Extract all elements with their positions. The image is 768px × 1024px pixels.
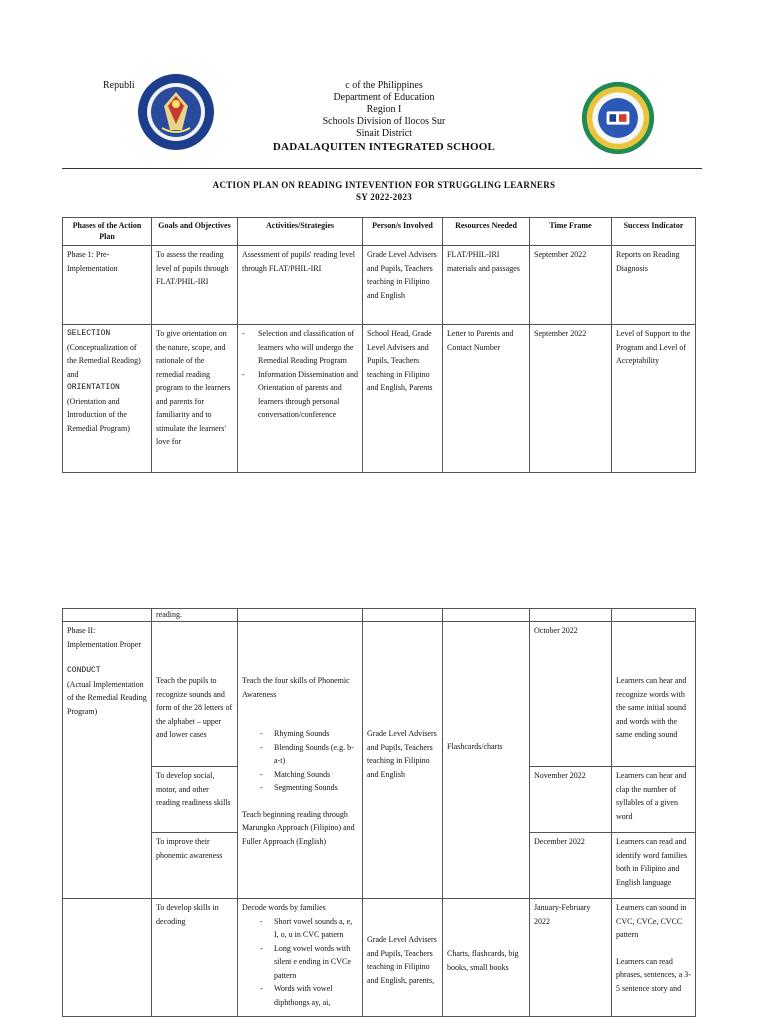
cell-goals: To assess the reading level of pupils through FLAT/PHIL-IRI: [152, 246, 238, 325]
col-persons: Person/s Involved: [363, 218, 443, 246]
header-school-name: DADALAQUITEN INTEGRATED SCHOOL: [272, 141, 496, 153]
phase-orientation: ORIENTATION: [67, 383, 120, 392]
cell-success: [612, 899, 696, 1017]
col-time-frame: Time Frame: [530, 218, 612, 246]
cell-time: October 2022: [530, 622, 612, 767]
success-read: Learners can read phrases, sentences, a 3-5 sentence story and: [616, 956, 691, 993]
list-item: - Rhyming Sounds: [260, 727, 358, 741]
list-item: - Blending Sounds (e.g. b-a-t): [260, 741, 358, 768]
cell-goals: Teach the pupils to recognize sounds and form of the 28 letters of the alphabet – upper and lower cases: [152, 622, 238, 767]
header-region: Region I: [366, 104, 402, 115]
cell-time: December 2022: [530, 833, 612, 899]
cell-time: November 2022: [530, 767, 612, 833]
cell-resources: Letter to Parents and Contact Number: [443, 325, 530, 473]
table-header-row: [63, 218, 696, 246]
cell-resources: FLAT/PHIL-IRI materials and passages: [443, 246, 530, 325]
cell-success: Level of Support to the Program and Level of Acceptability: [612, 325, 696, 473]
cell-persons: Grade Level Advisers and Pupils, Teachers teaching in Filipino and English: [363, 246, 443, 325]
action-plan-table-part2: [62, 608, 696, 1017]
decode-list: [242, 915, 358, 1010]
cell-persons: Grade Level Advisers and Pupils, Teachers teaching in Filipino and English: [363, 622, 443, 899]
cell-success: Learners can hear and clap the number of syllables of a given word: [612, 767, 696, 833]
phase-two-title: Phase II: Implementation Proper: [67, 626, 141, 649]
col-goals: Goals and Objectives: [152, 218, 238, 246]
cell-activities: [238, 899, 363, 1017]
header-department: Department of Education: [333, 92, 435, 103]
cell-success: Learners can hear and recognize words with the same initial sound and words with the same ending sound: [612, 622, 696, 767]
cell-goals-continued: reading.: [152, 609, 238, 622]
cell-time: September 2022: [530, 325, 612, 473]
table-row: [63, 609, 696, 622]
cell-phase: [63, 622, 152, 899]
list-item: - Segmenting Sounds: [260, 781, 358, 795]
table-row: [63, 899, 696, 1017]
phase-selection-desc: (Conceptualization of the Remedial Reading) and: [67, 342, 141, 379]
cell-goals: To develop skills in decoding: [152, 899, 238, 1017]
cell-activities: [238, 622, 363, 899]
header-divider: [62, 168, 702, 169]
phase-selection: SELECTION: [67, 329, 111, 338]
cell-persons: Grade Level Advisers and Pupils, Teachers teaching in Filipino and English, parents,: [363, 899, 443, 1017]
activity-decode-intro: Decode words by families: [242, 903, 326, 912]
phase-conduct-desc: (Actual Implementation of the Remedial Reading Program): [67, 679, 147, 716]
list-item: - Information Dissemination and Orientation of parents and learners through personal conversation/conference: [242, 368, 358, 422]
plan-title: ACTION PLAN ON READING INTEVENTION FOR STRUGGLING LEARNERS: [212, 180, 556, 190]
school-seal-logo: [580, 80, 656, 156]
cell-phase: Phase 1: Pre-Implementation: [63, 246, 152, 325]
list-item: - Matching Sounds: [260, 768, 358, 782]
cell-activities: Assessment of pupils' reading level through FLAT/PHIL-IRI: [238, 246, 363, 325]
header-republic-b: c of the Philippines: [345, 80, 423, 91]
cell-phase: [63, 325, 152, 473]
activity-intro: Teach the four skills of Phonemic Awareness: [242, 676, 350, 699]
table-row: [63, 325, 696, 473]
list-item: - Long vowel words with silent e ending in CVCe pattern: [260, 942, 358, 983]
action-plan-table-part1: [62, 217, 696, 473]
cell-goals: To develop social, motor, and other reading readiness skills: [152, 767, 238, 833]
cell-goals: To improve their phonemic awareness: [152, 833, 238, 899]
success-sound: Learners can sound in CVC, CVCe, CVCC pattern: [616, 903, 687, 939]
col-activities: Activities/Strategies: [238, 218, 363, 246]
table-row: [63, 246, 696, 325]
cell-time: September 2022: [530, 246, 612, 325]
header-republic-a: Republi: [103, 80, 135, 91]
phase-conduct: CONDUCT: [67, 666, 101, 675]
list-item: - Short vowel sounds a, e, I, o, u in CVC pattern: [260, 915, 358, 942]
activity-beginning-reading: Teach beginning reading through Marungko Approach (Filipino) and Fuller Approach (English): [242, 809, 355, 846]
list-item: - Selection and classification of learners who will undergo the Remedial Reading Program: [242, 327, 358, 368]
cell-resources: Flashcards/charts: [443, 622, 530, 899]
cell-success: Learners can read and identify word families both in Filipino and English language: [612, 833, 696, 899]
col-success: Success Indicator: [612, 218, 696, 246]
header-district: Sinait District: [356, 128, 412, 139]
col-phases: Phases of the Action Plan: [63, 218, 152, 246]
cell-success: Reports on Reading Diagnosis: [612, 246, 696, 325]
plan-school-year: SY 2022-2023: [355, 192, 413, 202]
cell-resources: Charts, flashcards, big books, small books: [443, 899, 530, 1017]
list-item: - Words with vowel diphthongs ay, ai,: [260, 982, 358, 1009]
phase-orientation-desc: (Orientation and Introduction of the Remedial Program): [67, 396, 130, 433]
table-row: [63, 622, 696, 767]
cell-persons: School Head, Grade Level Advisers and Pupils, Teachers teaching in Filipino and English, Parents: [363, 325, 443, 473]
phonemic-skills-list: [242, 727, 358, 795]
cell-time: January-February 2022: [530, 899, 612, 1017]
col-resources: Resources Needed: [443, 218, 530, 246]
cell-goals: To give orientation on the nature, scope, and rationale of the remedial reading program to the learners and parents for familiarity and to stimulate the learners' love for: [152, 325, 238, 473]
cell-activities: [238, 325, 363, 473]
header-division: Schools Division of Ilocos Sur: [322, 116, 446, 127]
